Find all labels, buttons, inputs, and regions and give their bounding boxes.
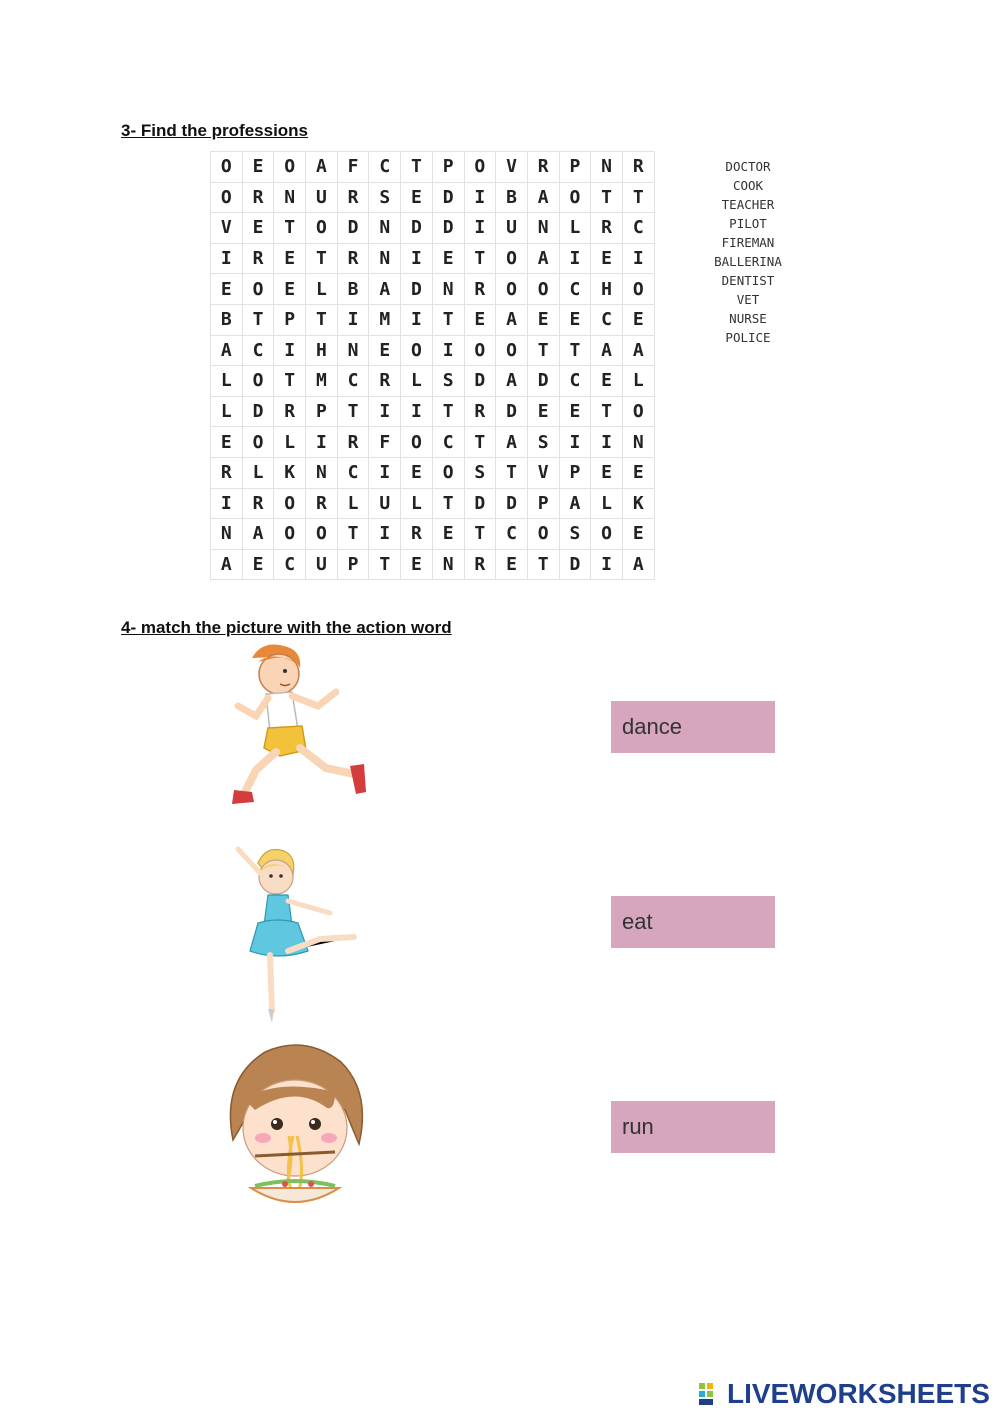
grid-cell[interactable]: F: [337, 152, 369, 183]
grid-cell[interactable]: E: [559, 304, 591, 335]
grid-cell[interactable]: L: [242, 457, 274, 488]
grid-cell[interactable]: N: [622, 427, 654, 458]
grid-cell[interactable]: O: [274, 519, 306, 550]
grid-cell[interactable]: A: [591, 335, 623, 366]
grid-row: [211, 152, 655, 183]
logo-text: LIVEWORKSHEETS: [727, 1378, 990, 1409]
grid-cell[interactable]: O: [464, 152, 496, 183]
grid-cell[interactable]: T: [432, 488, 464, 519]
grid-cell[interactable]: R: [274, 396, 306, 427]
grid-cell[interactable]: I: [591, 427, 623, 458]
grid-row: [211, 335, 655, 366]
grid-cell[interactable]: R: [242, 243, 274, 274]
word-list-item: DOCTOR: [725, 159, 771, 174]
grid-cell[interactable]: D: [337, 213, 369, 244]
word-list: [708, 157, 788, 347]
grid-row: [211, 213, 655, 244]
grid-cell[interactable]: D: [464, 366, 496, 397]
grid-cell[interactable]: C: [559, 366, 591, 397]
grid-cell[interactable]: L: [591, 488, 623, 519]
grid-cell[interactable]: U: [306, 182, 338, 213]
grid-cell[interactable]: A: [496, 366, 528, 397]
grid-cell[interactable]: T: [274, 213, 306, 244]
grid-cell[interactable]: L: [211, 396, 243, 427]
grid-cell[interactable]: C: [559, 274, 591, 305]
grid-cell[interactable]: E: [559, 396, 591, 427]
grid-cell[interactable]: B: [211, 304, 243, 335]
grid-cell[interactable]: A: [369, 274, 401, 305]
running-boy-icon[interactable]: [222, 640, 372, 812]
grid-cell[interactable]: E: [401, 457, 433, 488]
grid-cell[interactable]: A: [211, 549, 243, 580]
grid-cell[interactable]: E: [496, 549, 528, 580]
grid-cell[interactable]: T: [622, 182, 654, 213]
grid-cell[interactable]: I: [559, 427, 591, 458]
grid-cell[interactable]: C: [622, 213, 654, 244]
grid-cell[interactable]: T: [559, 335, 591, 366]
grid-cell[interactable]: E: [242, 549, 274, 580]
grid-cell[interactable]: E: [591, 366, 623, 397]
grid-cell[interactable]: E: [401, 182, 433, 213]
grid-cell[interactable]: E: [622, 304, 654, 335]
grid-cell[interactable]: E: [527, 396, 559, 427]
grid-cell[interactable]: V: [527, 457, 559, 488]
grid-cell[interactable]: R: [464, 549, 496, 580]
grid-cell[interactable]: O: [306, 213, 338, 244]
grid-cell[interactable]: D: [432, 182, 464, 213]
action-word-box-run[interactable]: run: [611, 1101, 775, 1153]
grid-cell[interactable]: O: [622, 396, 654, 427]
liveworksheets-logo-icon: [698, 1381, 724, 1407]
grid-cell[interactable]: U: [369, 488, 401, 519]
grid-cell[interactable]: I: [369, 457, 401, 488]
grid-cell[interactable]: R: [306, 488, 338, 519]
liveworksheets-logo: [698, 1378, 990, 1410]
grid-cell[interactable]: E: [622, 457, 654, 488]
grid-cell[interactable]: O: [527, 519, 559, 550]
grid-cell[interactable]: O: [401, 335, 433, 366]
word-list-item: COOK: [732, 178, 764, 193]
grid-cell[interactable]: R: [369, 366, 401, 397]
grid-cell[interactable]: A: [622, 549, 654, 580]
grid-cell[interactable]: D: [527, 366, 559, 397]
grid-row: [211, 182, 655, 213]
grid-cell[interactable]: T: [401, 152, 433, 183]
grid-cell[interactable]: I: [464, 182, 496, 213]
grid-cell[interactable]: C: [369, 152, 401, 183]
grid-cell[interactable]: O: [496, 274, 528, 305]
grid-cell[interactable]: H: [591, 274, 623, 305]
grid-cell[interactable]: I: [369, 519, 401, 550]
grid-cell[interactable]: S: [369, 182, 401, 213]
grid-cell[interactable]: A: [211, 335, 243, 366]
grid-cell[interactable]: H: [306, 335, 338, 366]
grid-cell[interactable]: A: [622, 335, 654, 366]
grid-cell[interactable]: O: [496, 335, 528, 366]
grid-cell[interactable]: A: [527, 243, 559, 274]
grid-cell[interactable]: C: [337, 366, 369, 397]
grid-cell[interactable]: R: [337, 182, 369, 213]
grid-cell[interactable]: E: [211, 274, 243, 305]
grid-cell[interactable]: E: [622, 519, 654, 550]
grid-cell[interactable]: C: [591, 304, 623, 335]
word-list-item: TEACHER: [721, 197, 775, 212]
grid-cell[interactable]: I: [401, 304, 433, 335]
grid-row: [211, 457, 655, 488]
grid-cell[interactable]: T: [306, 243, 338, 274]
grid-cell[interactable]: N: [306, 457, 338, 488]
grid-cell[interactable]: L: [622, 366, 654, 397]
word-list-item: PILOT: [729, 216, 767, 231]
grid-row: [211, 243, 655, 274]
grid-cell[interactable]: M: [369, 304, 401, 335]
grid-cell[interactable]: L: [337, 488, 369, 519]
grid-row: [211, 427, 655, 458]
grid-cell[interactable]: O: [242, 427, 274, 458]
grid-cell[interactable]: I: [591, 549, 623, 580]
grid-cell[interactable]: N: [369, 213, 401, 244]
grid-cell[interactable]: R: [622, 152, 654, 183]
grid-cell[interactable]: E: [242, 213, 274, 244]
grid-cell[interactable]: T: [464, 243, 496, 274]
grid-cell[interactable]: P: [274, 304, 306, 335]
grid-cell[interactable]: O: [211, 182, 243, 213]
grid-cell[interactable]: T: [242, 304, 274, 335]
grid-cell[interactable]: R: [211, 457, 243, 488]
grid-cell[interactable]: N: [527, 213, 559, 244]
grid-row: [211, 366, 655, 397]
grid-cell[interactable]: R: [242, 488, 274, 519]
grid-row: [211, 519, 655, 550]
grid-cell[interactable]: I: [211, 243, 243, 274]
grid-cell[interactable]: O: [559, 182, 591, 213]
grid-cell[interactable]: E: [591, 243, 623, 274]
word-list-item: DENTIST: [721, 273, 775, 288]
grid-cell[interactable]: D: [401, 274, 433, 305]
grid-cell[interactable]: E: [401, 549, 433, 580]
grid-cell[interactable]: L: [401, 366, 433, 397]
grid-cell[interactable]: P: [306, 396, 338, 427]
grid-cell[interactable]: T: [274, 366, 306, 397]
grid-cell[interactable]: A: [496, 427, 528, 458]
grid-row: [211, 396, 655, 427]
grid-cell[interactable]: L: [559, 213, 591, 244]
grid-cell[interactable]: I: [464, 213, 496, 244]
grid-cell[interactable]: N: [591, 152, 623, 183]
grid-cell[interactable]: N: [369, 243, 401, 274]
grid-cell[interactable]: R: [527, 152, 559, 183]
grid-cell[interactable]: T: [369, 549, 401, 580]
word-search-grid: [210, 151, 655, 580]
grid-cell[interactable]: O: [242, 274, 274, 305]
grid-cell[interactable]: R: [242, 182, 274, 213]
grid-cell[interactable]: R: [464, 396, 496, 427]
grid-cell[interactable]: O: [527, 274, 559, 305]
grid-cell[interactable]: R: [401, 519, 433, 550]
grid-cell[interactable]: V: [211, 213, 243, 244]
grid-cell[interactable]: M: [306, 366, 338, 397]
grid-cell[interactable]: B: [496, 182, 528, 213]
grid-cell[interactable]: E: [591, 457, 623, 488]
grid-cell[interactable]: E: [527, 304, 559, 335]
grid-cell[interactable]: C: [496, 519, 528, 550]
grid-cell[interactable]: C: [242, 335, 274, 366]
grid-cell[interactable]: B: [337, 274, 369, 305]
grid-row: [211, 549, 655, 580]
grid-cell[interactable]: E: [369, 335, 401, 366]
grid-cell[interactable]: I: [401, 243, 433, 274]
grid-cell[interactable]: E: [274, 243, 306, 274]
grid-cell[interactable]: I: [306, 427, 338, 458]
grid-row: [211, 304, 655, 335]
grid-cell[interactable]: T: [464, 427, 496, 458]
grid-cell[interactable]: O: [242, 366, 274, 397]
grid-cell[interactable]: P: [432, 152, 464, 183]
action-word-box-eat[interactable]: eat: [611, 896, 775, 948]
grid-cell[interactable]: O: [432, 457, 464, 488]
grid-cell[interactable]: D: [496, 488, 528, 519]
grid-cell[interactable]: F: [369, 427, 401, 458]
grid-cell[interactable]: L: [306, 274, 338, 305]
grid-cell[interactable]: R: [337, 427, 369, 458]
grid-cell[interactable]: I: [622, 243, 654, 274]
grid-cell[interactable]: I: [401, 396, 433, 427]
grid-cell[interactable]: S: [527, 427, 559, 458]
grid-cell[interactable]: S: [559, 519, 591, 550]
grid-cell[interactable]: E: [432, 243, 464, 274]
grid-cell[interactable]: O: [211, 152, 243, 183]
grid-cell[interactable]: L: [274, 427, 306, 458]
grid-row: [211, 274, 655, 305]
grid-cell[interactable]: P: [559, 457, 591, 488]
grid-cell[interactable]: C: [337, 457, 369, 488]
word-list-item: NURSE: [729, 311, 767, 326]
grid-cell[interactable]: T: [432, 396, 464, 427]
grid-cell[interactable]: K: [274, 457, 306, 488]
section3-heading: 3- Find the professions: [121, 121, 309, 140]
grid-cell[interactable]: T: [591, 396, 623, 427]
grid-cell[interactable]: N: [432, 274, 464, 305]
grid-cell[interactable]: E: [242, 152, 274, 183]
grid-cell[interactable]: O: [274, 152, 306, 183]
grid-cell[interactable]: L: [401, 488, 433, 519]
grid-cell[interactable]: O: [464, 335, 496, 366]
grid-cell[interactable]: T: [496, 457, 528, 488]
grid-cell[interactable]: R: [337, 243, 369, 274]
word-list-item: VET: [736, 292, 760, 307]
grid-cell[interactable]: U: [306, 549, 338, 580]
grid-cell[interactable]: T: [432, 304, 464, 335]
grid-cell[interactable]: O: [622, 274, 654, 305]
grid-cell[interactable]: D: [401, 213, 433, 244]
grid-cell[interactable]: I: [559, 243, 591, 274]
grid-row: [211, 488, 655, 519]
grid-cell[interactable]: R: [464, 274, 496, 305]
grid-cell[interactable]: N: [211, 519, 243, 550]
section4-heading: 4- match the picture with the action word: [121, 618, 452, 637]
grid-cell[interactable]: O: [274, 488, 306, 519]
grid-cell[interactable]: E: [274, 274, 306, 305]
grid-cell[interactable]: D: [559, 549, 591, 580]
grid-cell[interactable]: I: [432, 335, 464, 366]
grid-cell[interactable]: I: [369, 396, 401, 427]
grid-cell[interactable]: O: [306, 519, 338, 550]
grid-cell[interactable]: S: [464, 457, 496, 488]
grid-cell[interactable]: T: [306, 304, 338, 335]
ballerina-girl-icon[interactable]: [222, 843, 372, 1025]
grid-cell[interactable]: I: [337, 304, 369, 335]
grid-cell[interactable]: N: [337, 335, 369, 366]
grid-cell[interactable]: O: [496, 243, 528, 274]
grid-cell[interactable]: D: [432, 213, 464, 244]
grid-cell[interactable]: T: [527, 335, 559, 366]
grid-cell[interactable]: A: [559, 488, 591, 519]
grid-cell[interactable]: C: [432, 427, 464, 458]
grid-cell[interactable]: P: [527, 488, 559, 519]
grid-cell[interactable]: A: [527, 182, 559, 213]
grid-cell[interactable]: A: [306, 152, 338, 183]
grid-cell[interactable]: L: [211, 366, 243, 397]
grid-cell[interactable]: D: [242, 396, 274, 427]
grid-cell[interactable]: D: [464, 488, 496, 519]
girl-eating-noodles-icon[interactable]: [215, 1040, 375, 1215]
grid-cell[interactable]: P: [559, 152, 591, 183]
grid-cell[interactable]: S: [432, 366, 464, 397]
grid-cell[interactable]: T: [337, 396, 369, 427]
grid-cell[interactable]: N: [432, 549, 464, 580]
grid-cell[interactable]: P: [337, 549, 369, 580]
grid-cell[interactable]: I: [211, 488, 243, 519]
grid-cell[interactable]: O: [591, 519, 623, 550]
grid-cell[interactable]: A: [496, 304, 528, 335]
grid-cell[interactable]: T: [464, 519, 496, 550]
grid-cell[interactable]: E: [432, 519, 464, 550]
grid-cell[interactable]: T: [591, 182, 623, 213]
grid-cell[interactable]: U: [496, 213, 528, 244]
grid-cell[interactable]: T: [527, 549, 559, 580]
grid-cell[interactable]: O: [401, 427, 433, 458]
action-word-box-dance[interactable]: dance: [611, 701, 775, 753]
grid-cell[interactable]: E: [464, 304, 496, 335]
grid-cell[interactable]: D: [496, 396, 528, 427]
word-list-item: POLICE: [725, 330, 771, 345]
grid-cell[interactable]: A: [242, 519, 274, 550]
word-list-item: FIREMAN: [721, 235, 775, 250]
grid-cell[interactable]: E: [211, 427, 243, 458]
grid-cell[interactable]: N: [274, 182, 306, 213]
grid-cell[interactable]: T: [337, 519, 369, 550]
grid-cell[interactable]: R: [591, 213, 623, 244]
grid-cell[interactable]: K: [622, 488, 654, 519]
grid-cell[interactable]: I: [274, 335, 306, 366]
grid-cell[interactable]: V: [496, 152, 528, 183]
grid-cell[interactable]: C: [274, 549, 306, 580]
word-list-item: BALLERINA: [714, 254, 782, 269]
